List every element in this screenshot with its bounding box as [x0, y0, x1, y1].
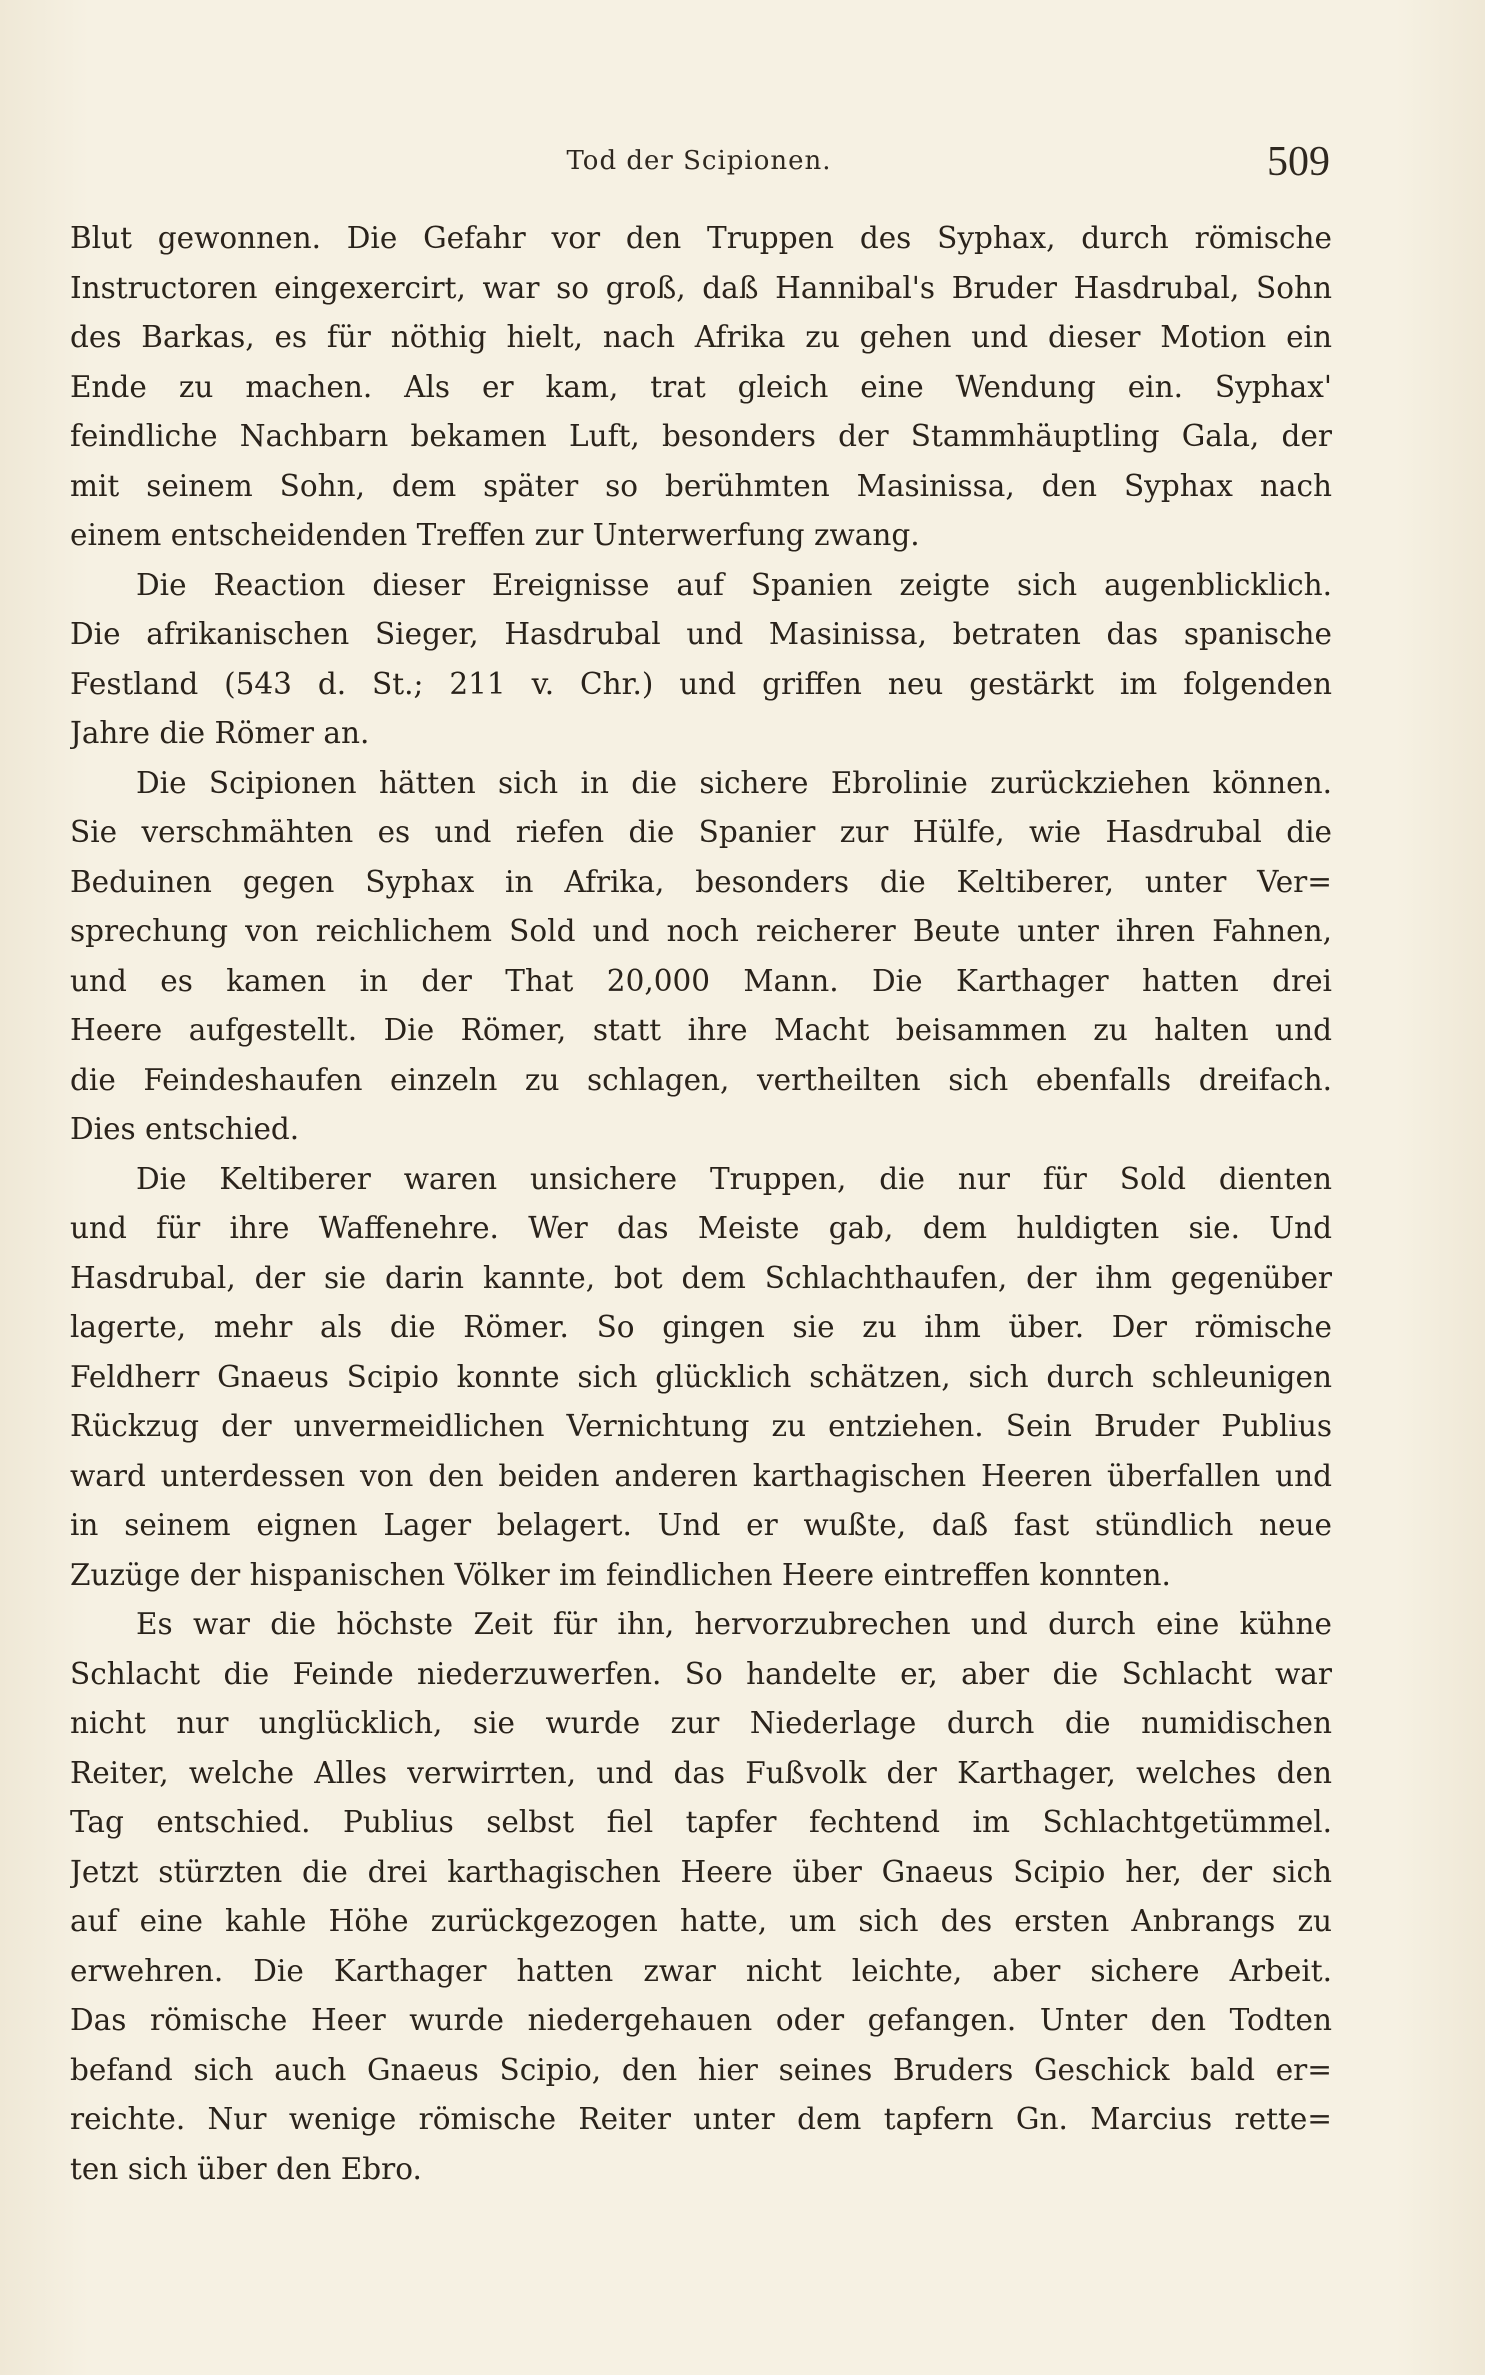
text-line: Die Reaction dieser Ereignisse auf Spanien zeigte sich augenblicklich. [136, 567, 1332, 602]
page-number: 509 [1267, 139, 1330, 185]
text-line: lagerte, mehr als die Römer. So gingen sie zu ihm über. Der römische [70, 1310, 1332, 1344]
body-text [70, 214, 1332, 2194]
text-line: Das römische Heer wurde niedergehauen oder gefangen. Unter den Todten [70, 2003, 1332, 2037]
text-line: Festland (543 d. St.; 211 v. Chr.) und griffen neu gestärkt im folgenden [70, 666, 1332, 701]
text-line: feindliche Nachbarn bekamen Luft, besonders der Stammhäuptling Gala, der [70, 419, 1332, 453]
text-line: Die Scipionen hätten sich in die sichere Ebrolinie zurückziehen können. [136, 765, 1332, 800]
text-line: in seinem eignen Lager belagert. Und er wußte, daß fast stündlich neue [70, 1508, 1332, 1542]
text-line: ward unterdessen von den beiden anderen karthagischen Heeren überfallen und [70, 1458, 1332, 1493]
text-line: Blut gewonnen. Die Gefahr vor den Truppen des Syphax, durch römische [70, 221, 1332, 255]
text-line: befand sich auch Gnaeus Scipio, den hier seines Bruders Geschick bald er= [70, 2052, 1332, 2087]
text-line: einem entscheidenden Treffen zur Unterwerfung zwang. [70, 518, 920, 552]
text-line: ten sich über den Ebro. [70, 2151, 422, 2186]
text-line: Die Keltiberer waren unsichere Truppen, die nur für Sold dienten [136, 1161, 1332, 1196]
text-line: Feldherr Gnaeus Scipio konnte sich glücklich schätzen, sich durch schleunigen [70, 1359, 1332, 1394]
text-line: Rückzug der unvermeidlichen Vernichtung zu entziehen. Sein Bruder Publius [70, 1409, 1332, 1443]
text-line: erwehren. Die Karthager hatten zwar nicht leichte, aber sichere Arbeit. [70, 1953, 1332, 1988]
text-line: Sie verschmähten es und riefen die Spanier zur Hülfe, wie Hasdrubal die [70, 815, 1332, 849]
text-line: Reiter, welche Alles verwirrten, und das Fußvolk der Karthager, welches den [70, 1755, 1332, 1790]
text-line: Es war die höchste Zeit für ihn, hervorzubrechen und durch eine kühne [136, 1607, 1332, 1641]
text-line: sprechung von reichlichem Sold und noch reicherer Beute unter ihren Fahnen, [70, 914, 1332, 948]
text-line: Schlacht die Feinde niederzuwerfen. So handelte er, aber die Schlacht war [70, 1656, 1332, 1691]
text-line: Hasdrubal, der sie darin kannte, bot dem Schlachthaufen, der ihm gegenüber [70, 1260, 1332, 1295]
text-line: mit seinem Sohn, dem später so berühmten Masinissa, den Syphax nach [70, 468, 1332, 503]
text-line: Jahre die Römer an. [70, 716, 370, 750]
text-line: Jetzt stürzten die drei karthagischen Heere über Gnaeus Scipio her, der sich [70, 1854, 1332, 1889]
text-line: reichte. Nur wenige römische Reiter unter dem tapfern Gn. Marcius rette= [70, 2102, 1332, 2136]
text-line: Die afrikanischen Sieger, Hasdrubal und Masinissa, betraten das spanische [70, 617, 1332, 651]
text-line: Heere aufgestellt. Die Römer, statt ihre Macht beisammen zu halten und [70, 1013, 1332, 1047]
text-line: die Feindeshaufen einzeln zu schlagen, vertheilten sich ebenfalls dreifach. [70, 1062, 1332, 1097]
text-line: und es kamen in der That 20,000 Mann. Die Karthager hatten drei [70, 963, 1332, 998]
running-head [68, 138, 1330, 198]
text-line: Ende zu machen. Als er kam, trat gleich eine Wendung ein. Syphax' [70, 369, 1332, 404]
text-line: Zuzüge der hispanischen Völker im feindlichen Heere eintreffen konnten. [70, 1557, 1171, 1592]
text-line: auf eine kahle Höhe zurückgezogen hatte, um sich des ersten Anbrangs zu [70, 1904, 1332, 1938]
text-line: des Barkas, es für nöthig hielt, nach Afrika zu gehen und dieser Motion ein [70, 320, 1332, 354]
running-title: Tod der Scipionen. [566, 146, 832, 176]
text-line: Instructoren eingexercirt, war so groß, daß Hannibal's Bruder Hasdrubal, Sohn [70, 270, 1332, 305]
text-line: Beduinen gegen Syphax in Afrika, besonders die Keltiberer, unter Ver= [70, 864, 1332, 899]
text-line: nicht nur unglücklich, sie wurde zur Niederlage durch die numidischen [70, 1706, 1332, 1740]
text-line: und für ihre Waffenehre. Wer das Meiste gab, dem huldigten sie. Und [70, 1211, 1332, 1245]
text-line: Tag entschied. Publius selbst fiel tapfer fechtend im Schlachtgetümmel. [70, 1805, 1332, 1839]
text-line: Dies entschied. [70, 1112, 300, 1146]
